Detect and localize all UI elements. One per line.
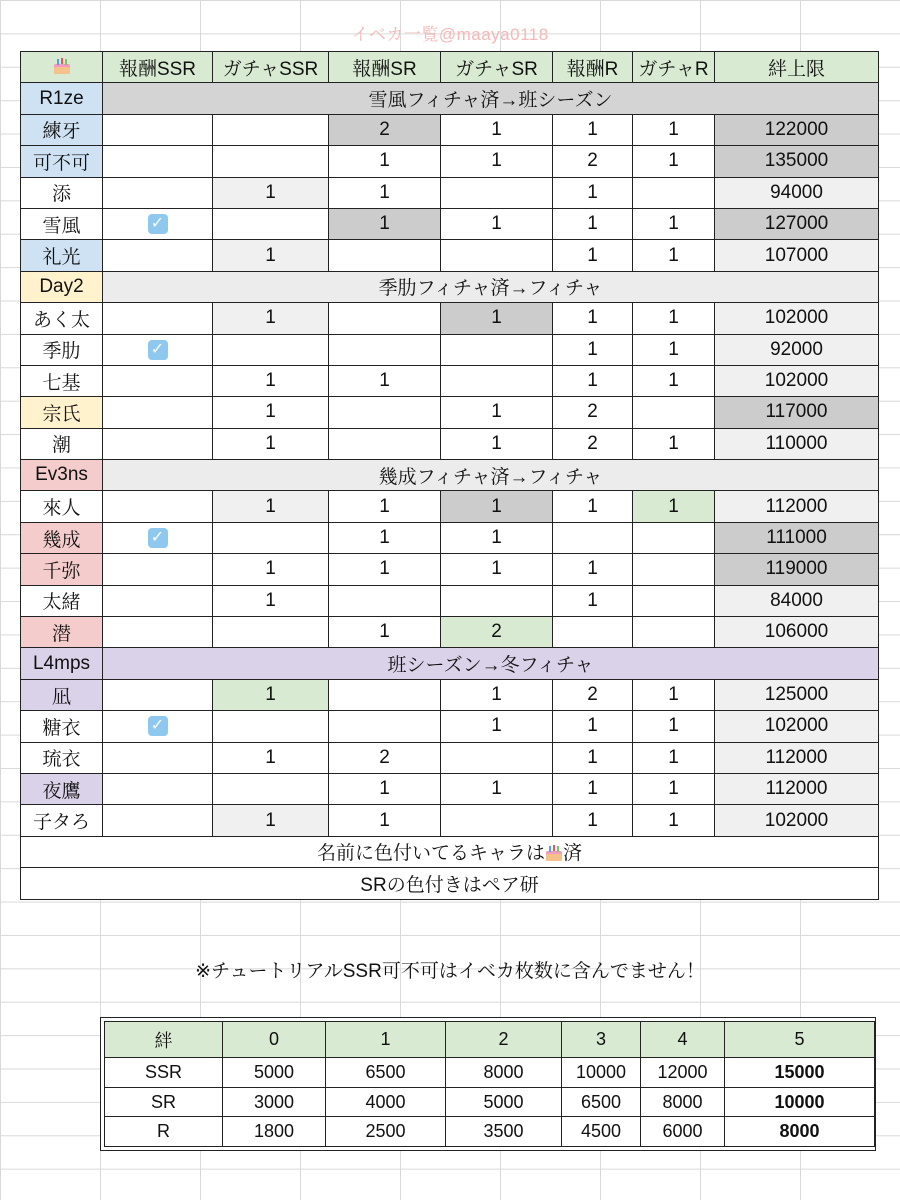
cell-reward-ssr[interactable] — [103, 365, 213, 396]
cell-gacha-sr[interactable] — [441, 365, 553, 396]
character-row — [21, 742, 879, 773]
birthday-cake-icon — [21, 52, 103, 83]
cell-reward-ssr[interactable] — [103, 240, 213, 271]
cell-reward-ssr[interactable] — [103, 146, 213, 177]
cell-reward-r[interactable]: 1 — [553, 334, 633, 365]
cell-reward-sr[interactable]: 1 — [329, 522, 441, 553]
cell-reward-sr[interactable]: 2 — [329, 742, 441, 773]
bond-table-frame — [100, 1017, 876, 1151]
cell-bond-max[interactable]: 106000 — [715, 617, 879, 648]
header-row — [21, 52, 879, 83]
cell-reward-ssr[interactable] — [103, 303, 213, 334]
character-name-cell[interactable]: 練牙 — [21, 114, 103, 145]
character-row — [21, 617, 879, 648]
bond-header-row — [105, 1022, 875, 1058]
cell-gacha-sr[interactable]: 1 — [441, 773, 553, 804]
cell-reward-ssr[interactable] — [103, 679, 213, 710]
character-row — [21, 711, 879, 742]
bond-level[interactable]: 0 — [223, 1022, 326, 1058]
cell-reward-ssr[interactable] — [103, 773, 213, 804]
cell-gacha-r[interactable]: 1 — [633, 742, 715, 773]
cell-reward-ssr[interactable] — [103, 711, 213, 742]
cell-reward-sr[interactable]: 1 — [329, 554, 441, 585]
cell-reward-sr[interactable] — [329, 428, 441, 459]
cell-reward-r[interactable]: 1 — [553, 365, 633, 396]
cell-gacha-r[interactable]: 1 — [633, 146, 715, 177]
cell-gacha-sr[interactable]: 1 — [441, 146, 553, 177]
cell-bond-max[interactable]: 122000 — [715, 114, 879, 145]
cell-reward-r[interactable]: 1 — [553, 240, 633, 271]
cell-reward-ssr[interactable] — [103, 428, 213, 459]
cell-gacha-sr[interactable]: 1 — [441, 554, 553, 585]
cell-gacha-ssr[interactable] — [213, 146, 329, 177]
character-name-cell[interactable]: 來人 — [21, 491, 103, 522]
cell-reward-r[interactable] — [553, 617, 633, 648]
cell-gacha-ssr[interactable] — [213, 522, 329, 553]
character-row — [21, 208, 879, 239]
cell-gacha-r[interactable]: 1 — [633, 208, 715, 239]
cell-gacha-sr[interactable]: 1 — [441, 679, 553, 710]
cell-gacha-sr[interactable]: 1 — [441, 114, 553, 145]
sheet-title: イベカ一覧@maaya0118 — [351, 25, 549, 44]
character-name-cell[interactable]: 潜 — [21, 617, 103, 648]
cell-reward-sr[interactable]: 1 — [329, 365, 441, 396]
cell-reward-ssr[interactable] — [103, 805, 213, 836]
cell-reward-r[interactable]: 1 — [553, 711, 633, 742]
character-name-cell[interactable]: 潮 — [21, 428, 103, 459]
cell-gacha-r[interactable]: 1 — [633, 303, 715, 334]
cell-reward-sr[interactable] — [329, 303, 441, 334]
cell-reward-sr[interactable]: 1 — [329, 146, 441, 177]
cell-gacha-ssr[interactable]: 1 — [213, 177, 329, 208]
cell-gacha-ssr[interactable]: 1 — [213, 428, 329, 459]
cell-reward-r[interactable]: 1 — [553, 805, 633, 836]
footnote: ※チュートリアルSSR可不可はイベカ枚数に含んでません！ — [195, 961, 705, 982]
bond-value[interactable]: 6500 — [562, 1087, 641, 1117]
character-name-cell[interactable]: 可不可 — [21, 146, 103, 177]
bond-value[interactable]: 1800 — [223, 1117, 326, 1147]
note-colored-names[interactable] — [21, 836, 879, 867]
unit-name-cell[interactable]: Ev3ns — [21, 460, 103, 491]
bond-value[interactable]: 12000 — [641, 1058, 725, 1088]
bond-value[interactable]: 5000 — [223, 1058, 326, 1088]
unit-name-cell[interactable]: L4mps — [21, 648, 103, 679]
unit-name-cell[interactable]: Day2 — [21, 271, 103, 302]
cell-reward-r[interactable]: 1 — [553, 491, 633, 522]
cell-gacha-ssr[interactable]: 1 — [213, 397, 329, 428]
cell-bond-max[interactable]: 110000 — [715, 428, 879, 459]
cell-gacha-sr[interactable] — [441, 240, 553, 271]
character-name-cell[interactable]: 子タろ — [21, 805, 103, 836]
cell-gacha-sr[interactable]: 1 — [441, 303, 553, 334]
cell-bond-max[interactable]: 135000 — [715, 146, 879, 177]
character-row — [21, 585, 879, 616]
character-row — [21, 303, 879, 334]
cell-bond-max[interactable]: 112000 — [715, 491, 879, 522]
bond-value[interactable]: 8000 — [446, 1058, 562, 1088]
cell-gacha-ssr[interactable] — [213, 617, 329, 648]
character-row — [21, 146, 879, 177]
character-row — [21, 805, 879, 836]
checkbox-checked-icon: ✓ — [148, 214, 168, 234]
character-name-cell[interactable]: 夜鷹 — [21, 773, 103, 804]
cell-gacha-sr[interactable]: 1 — [441, 428, 553, 459]
character-row — [21, 365, 879, 396]
note-row — [21, 836, 879, 867]
cell-reward-r[interactable]: 1 — [553, 554, 633, 585]
cell-reward-ssr[interactable] — [103, 585, 213, 616]
cell-gacha-ssr[interactable] — [213, 773, 329, 804]
cell-bond-max[interactable]: 92000 — [715, 334, 879, 365]
checkbox-checked-icon: ✓ — [148, 340, 168, 360]
cell-gacha-ssr[interactable]: 1 — [213, 585, 329, 616]
cell-gacha-ssr[interactable]: 1 — [213, 365, 329, 396]
unit-banner-row — [21, 648, 879, 679]
cell-gacha-ssr[interactable]: 1 — [213, 303, 329, 334]
bond-value[interactable]: 4500 — [562, 1117, 641, 1147]
cell-gacha-sr[interactable] — [441, 805, 553, 836]
cell-gacha-sr[interactable]: 1 — [441, 397, 553, 428]
character-row — [21, 177, 879, 208]
cell-gacha-ssr[interactable]: 1 — [213, 240, 329, 271]
cell-gacha-r[interactable]: 1 — [633, 773, 715, 804]
bond-value[interactable]: 3500 — [446, 1117, 562, 1147]
character-name-cell[interactable]: 七基 — [21, 365, 103, 396]
cell-gacha-ssr[interactable]: 1 — [213, 554, 329, 585]
bond-value[interactable]: 8000 — [641, 1087, 725, 1117]
character-row — [21, 522, 879, 553]
character-row — [21, 114, 879, 145]
character-row — [21, 491, 879, 522]
unit-status-banner[interactable]: 雪風フィチャ済→班シーズン — [103, 83, 879, 114]
cell-bond-max[interactable]: 112000 — [715, 773, 879, 804]
cell-reward-ssr[interactable] — [103, 397, 213, 428]
bond-value[interactable]: 8000 — [725, 1117, 875, 1147]
cell-bond-max[interactable]: 102000 — [715, 303, 879, 334]
cell-gacha-ssr[interactable] — [213, 711, 329, 742]
cell-reward-sr[interactable]: 1 — [329, 773, 441, 804]
cell-gacha-sr[interactable]: 1 — [441, 522, 553, 553]
checkbox-checked-icon: ✓ — [148, 716, 168, 736]
cell-reward-r[interactable]: 1 — [553, 585, 633, 616]
note-row — [21, 868, 879, 899]
cell-gacha-sr[interactable] — [441, 334, 553, 365]
cell-gacha-r[interactable]: 1 — [633, 114, 715, 145]
bond-row — [105, 1058, 875, 1088]
cell-reward-sr[interactable] — [329, 334, 441, 365]
unit-status-banner[interactable]: 季肋フィチャ済→フィチャ — [103, 271, 879, 302]
cell-reward-r[interactable] — [553, 522, 633, 553]
character-name-cell[interactable]: 雪風 — [21, 208, 103, 239]
cell-gacha-r[interactable] — [633, 397, 715, 428]
col-gacha-sr[interactable]: ガチャSR — [441, 52, 553, 83]
character-row — [21, 334, 879, 365]
cell-reward-ssr[interactable] — [103, 491, 213, 522]
bond-value[interactable]: 3000 — [223, 1087, 326, 1117]
cell-gacha-ssr[interactable]: 1 — [213, 679, 329, 710]
cell-gacha-r[interactable]: 1 — [633, 240, 715, 271]
cell-bond-max[interactable]: 102000 — [715, 365, 879, 396]
character-name-cell[interactable]: 太緒 — [21, 585, 103, 616]
character-name-cell[interactable]: 千弥 — [21, 554, 103, 585]
cell-gacha-r[interactable]: 1 — [633, 711, 715, 742]
bond-value[interactable]: 10000 — [725, 1087, 875, 1117]
cell-reward-ssr[interactable] — [103, 208, 213, 239]
cell-gacha-ssr[interactable]: 1 — [213, 491, 329, 522]
cell-gacha-r[interactable] — [633, 554, 715, 585]
bond-rarity[interactable]: R — [105, 1117, 223, 1147]
character-name-cell[interactable]: 季肋 — [21, 334, 103, 365]
bond-level[interactable]: 1 — [326, 1022, 446, 1058]
character-name-cell[interactable]: 凪 — [21, 679, 103, 710]
bond-row — [105, 1087, 875, 1117]
bond-value[interactable]: 2500 — [326, 1117, 446, 1147]
cell-gacha-ssr[interactable]: 1 — [213, 742, 329, 773]
character-name-cell[interactable]: 添 — [21, 177, 103, 208]
cell-gacha-r[interactable] — [633, 177, 715, 208]
cell-reward-sr[interactable] — [329, 397, 441, 428]
character-row — [21, 428, 879, 459]
character-row — [21, 773, 879, 804]
bond-table — [104, 1021, 875, 1147]
cell-reward-r[interactable]: 2 — [553, 146, 633, 177]
cell-reward-ssr[interactable] — [103, 114, 213, 145]
cell-reward-ssr[interactable] — [103, 554, 213, 585]
cell-reward-sr[interactable]: 1 — [329, 208, 441, 239]
character-name-cell[interactable]: 幾成 — [21, 522, 103, 553]
cell-reward-sr[interactable] — [329, 240, 441, 271]
cell-gacha-sr[interactable] — [441, 742, 553, 773]
cell-reward-sr[interactable]: 1 — [329, 617, 441, 648]
cell-reward-sr[interactable] — [329, 711, 441, 742]
cell-reward-sr[interactable]: 2 — [329, 114, 441, 145]
cell-reward-sr[interactable]: 1 — [329, 491, 441, 522]
note-sr-colored[interactable]: SRの色付きはペア研 — [21, 868, 879, 899]
cell-gacha-r[interactable]: 1 — [633, 805, 715, 836]
unit-status-banner[interactable]: 幾成フィチャ済→フィチャ — [103, 460, 879, 491]
cell-gacha-sr[interactable]: 1 — [441, 491, 553, 522]
character-name-cell[interactable]: 琉衣 — [21, 742, 103, 773]
cell-gacha-ssr[interactable] — [213, 334, 329, 365]
cell-bond-max[interactable]: 119000 — [715, 554, 879, 585]
cell-reward-r[interactable]: 1 — [553, 114, 633, 145]
cell-reward-sr[interactable]: 1 — [329, 177, 441, 208]
cell-reward-r[interactable]: 1 — [553, 742, 633, 773]
cell-gacha-r[interactable] — [633, 522, 715, 553]
unit-banner-row — [21, 460, 879, 491]
cell-reward-sr[interactable] — [329, 679, 441, 710]
bond-level[interactable]: 2 — [446, 1022, 562, 1058]
bond-corner[interactable]: 絆 — [105, 1022, 223, 1058]
bond-level[interactable]: 4 — [641, 1022, 725, 1058]
cell-gacha-r[interactable]: 1 — [633, 679, 715, 710]
cell-reward-r[interactable]: 1 — [553, 177, 633, 208]
cell-bond-max[interactable]: 117000 — [715, 397, 879, 428]
birthday-cake-icon — [545, 845, 563, 861]
col-bond-max[interactable]: 絆上限 — [715, 52, 879, 83]
cell-bond-max[interactable]: 107000 — [715, 240, 879, 271]
cell-reward-r[interactable]: 1 — [553, 208, 633, 239]
cell-bond-max[interactable]: 125000 — [715, 679, 879, 710]
bond-level[interactable]: 5 — [725, 1022, 875, 1058]
cell-bond-max[interactable]: 94000 — [715, 177, 879, 208]
cell-reward-ssr[interactable] — [103, 522, 213, 553]
cell-reward-r[interactable]: 2 — [553, 428, 633, 459]
cell-gacha-sr[interactable] — [441, 585, 553, 616]
cell-gacha-r[interactable]: 1 — [633, 491, 715, 522]
cell-reward-r[interactable]: 1 — [553, 773, 633, 804]
cell-gacha-r[interactable]: 1 — [633, 334, 715, 365]
cell-reward-sr[interactable]: 1 — [329, 805, 441, 836]
cell-gacha-ssr[interactable] — [213, 114, 329, 145]
cell-gacha-sr[interactable] — [441, 177, 553, 208]
character-name-cell[interactable]: 宗氏 — [21, 397, 103, 428]
bond-value[interactable]: 5000 — [446, 1087, 562, 1117]
col-reward-sr[interactable]: 報酬SR — [329, 52, 441, 83]
cell-reward-sr[interactable] — [329, 585, 441, 616]
character-name-cell[interactable]: 糖衣 — [21, 711, 103, 742]
cell-reward-r[interactable]: 1 — [553, 303, 633, 334]
character-row — [21, 240, 879, 271]
col-gacha-ssr[interactable]: ガチャSSR — [213, 52, 329, 83]
cell-gacha-sr[interactable]: 2 — [441, 617, 553, 648]
character-row — [21, 554, 879, 585]
cell-reward-ssr[interactable] — [103, 334, 213, 365]
cell-bond-max[interactable]: 127000 — [715, 208, 879, 239]
cell-reward-r[interactable]: 2 — [553, 397, 633, 428]
col-gacha-r[interactable]: ガチャR — [633, 52, 715, 83]
cell-bond-max[interactable]: 102000 — [715, 805, 879, 836]
cell-gacha-r[interactable]: 1 — [633, 428, 715, 459]
cell-bond-max[interactable]: 102000 — [715, 711, 879, 742]
unit-name-cell[interactable]: R1ze — [21, 83, 103, 114]
bond-value[interactable]: 15000 — [725, 1058, 875, 1088]
note-text: 済 — [563, 843, 583, 865]
note-text: 名前に色付いてるキャラは — [316, 843, 545, 865]
bond-row — [105, 1117, 875, 1147]
cell-bond-max[interactable]: 112000 — [715, 742, 879, 773]
checkbox-checked-icon: ✓ — [148, 528, 168, 548]
unit-status-banner[interactable]: 班シーズン→冬フィチャ — [103, 648, 879, 679]
cell-reward-r[interactable]: 2 — [553, 679, 633, 710]
cell-gacha-r[interactable]: 1 — [633, 365, 715, 396]
bond-rarity[interactable]: SR — [105, 1087, 223, 1117]
cell-gacha-r[interactable] — [633, 617, 715, 648]
col-reward-ssr[interactable]: 報酬SSR — [103, 52, 213, 83]
bond-value[interactable]: 6500 — [326, 1058, 446, 1088]
bond-value[interactable]: 10000 — [562, 1058, 641, 1088]
bond-value[interactable]: 6000 — [641, 1117, 725, 1147]
unit-banner-row — [21, 271, 879, 302]
character-row — [21, 679, 879, 710]
bond-level[interactable]: 3 — [562, 1022, 641, 1058]
cell-gacha-ssr[interactable] — [213, 208, 329, 239]
cell-gacha-r[interactable] — [633, 585, 715, 616]
cell-reward-ssr[interactable] — [103, 742, 213, 773]
character-name-cell[interactable]: あく太 — [21, 303, 103, 334]
unit-banner-row — [21, 83, 879, 114]
cell-gacha-ssr[interactable]: 1 — [213, 805, 329, 836]
cell-reward-ssr[interactable] — [103, 177, 213, 208]
cell-bond-max[interactable]: 111000 — [715, 522, 879, 553]
bond-value[interactable]: 4000 — [326, 1087, 446, 1117]
bond-rarity[interactable]: SSR — [105, 1058, 223, 1088]
cell-gacha-sr[interactable]: 1 — [441, 711, 553, 742]
event-card-table — [20, 51, 879, 900]
col-reward-r[interactable]: 報酬R — [553, 52, 633, 83]
character-row — [21, 397, 879, 428]
cell-gacha-sr[interactable]: 1 — [441, 208, 553, 239]
cell-reward-ssr[interactable] — [103, 617, 213, 648]
cell-bond-max[interactable]: 84000 — [715, 585, 879, 616]
character-name-cell[interactable]: 礼光 — [21, 240, 103, 271]
